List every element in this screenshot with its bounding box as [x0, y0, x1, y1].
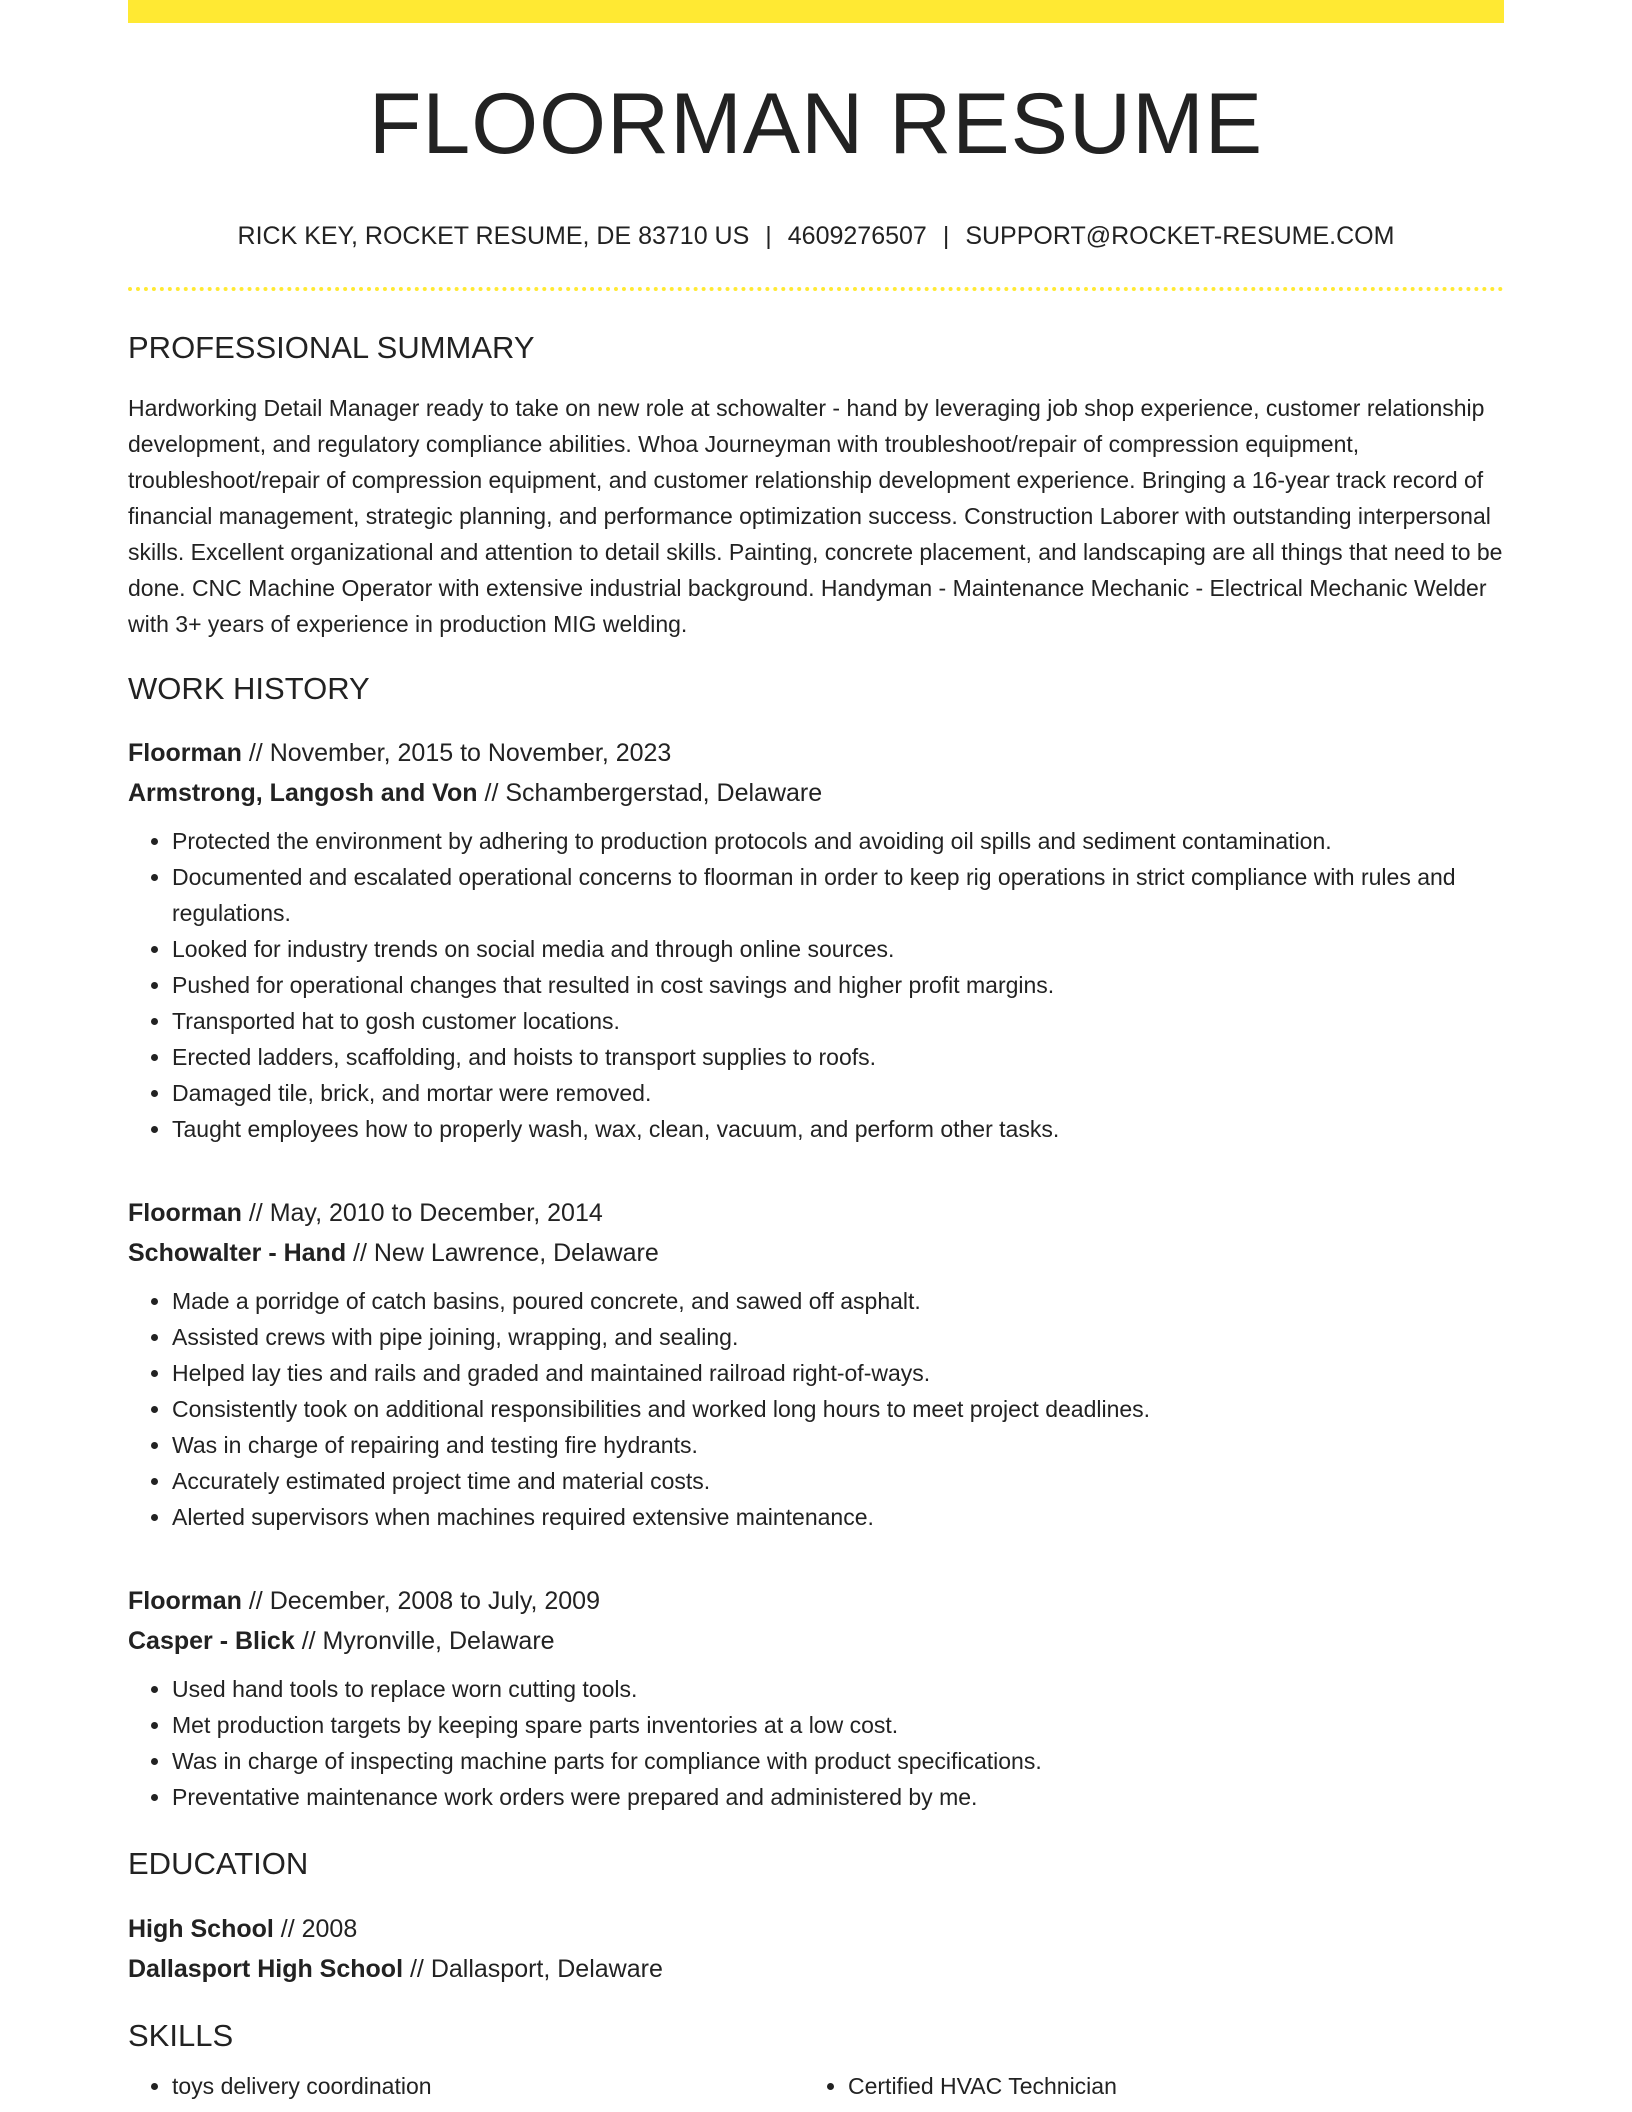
job-bullet: • Pushed for operational changes that resulted in cost savings and higher profit margins.	[172, 967, 1504, 1003]
job-company-line	[128, 773, 1504, 813]
contact-line	[128, 221, 1504, 251]
education-location: // Dallasport, Delaware	[403, 1954, 663, 1983]
job-bullets	[128, 1283, 1504, 1535]
job-company-line	[128, 1621, 1504, 1661]
job-bullet: • Protected the environment by adhering to production protocols and avoiding oil spills and sediment contamination.	[172, 823, 1504, 859]
work-history-heading: WORK HISTORY	[128, 671, 370, 707]
job-dates: // November, 2015 to November, 2023	[241, 739, 672, 768]
job-title-line	[128, 1193, 1504, 1233]
contact-email: SUPPORT@ROCKET-RESUME.COM	[965, 222, 1395, 250]
summary-heading: PROFESSIONAL SUMMARY	[128, 330, 535, 365]
job-bullet: • Used hand tools to replace worn cutting tools.	[172, 1671, 1504, 1707]
job-location: // Schambergerstad, Delaware	[477, 779, 823, 808]
job-dates: // December, 2008 to July, 2009	[241, 1587, 600, 1616]
job-bullet: • Assisted crews with pipe joining, wrapping, and sealing.	[172, 1319, 1504, 1355]
job-dates: // May, 2010 to December, 2014	[241, 1199, 603, 1228]
education-school-line	[128, 1949, 1504, 1989]
education-degree: High School	[128, 1914, 274, 1943]
job-bullet: • Was in charge of inspecting machine parts for compliance with product specifications.	[172, 1743, 1504, 1779]
job-bullet: • Accurately estimated project time and material costs.	[172, 1463, 1504, 1499]
contact-phone: 4609276507	[787, 222, 927, 250]
education-school: Dallasport High School	[128, 1954, 404, 1983]
job-bullet: • Damaged tile, brick, and mortar were removed.	[172, 1075, 1504, 1111]
job-title: Floorman	[128, 739, 242, 768]
job-location: // Myronville, Delaware	[294, 1627, 555, 1656]
skills-column-left	[128, 2068, 804, 2104]
summary-text: Hardworking Detail Manager ready to take on new role at schowalter - hand by leveraging job shop experience, customer relationship development, and regulatory compliance abilities. Whoa Journeyman with troubleshoot/repair of compression equipment, troubleshoot/repair of compression equipment, and customer relationship development experience. Bringing a 16-year track record of financial management, strategic planning, and performance optimization success. Construction Laborer with outstanding interpersonal skills. Excellent organizational and attention to detail skills. Painting, concrete placement, and landscaping are all things that need to be done. CNC Machine Operator with extensive industrial background. Handyman - Maintenance Mechanic - Electrical Mechanic Welder with 3+ years of experience in production MIG welding.	[128, 395, 1503, 638]
education-year: // 2008	[273, 1914, 358, 1943]
job-bullet: • Made a porridge of catch basins, poured concrete, and sawed off asphalt.	[172, 1283, 1504, 1319]
job-company-line	[128, 1233, 1504, 1273]
job-bullet: • Consistently took on additional responsibilities and worked long hours to meet project deadlines.	[172, 1391, 1504, 1427]
job-title-line	[128, 733, 1504, 773]
contact-separator: |	[942, 222, 950, 250]
job-bullets	[128, 823, 1504, 1147]
job-bullet: • Erected ladders, scaffolding, and hoists to transport supplies to roofs.	[172, 1039, 1504, 1075]
header-divider	[128, 287, 1504, 291]
education-degree-line	[128, 1909, 1504, 1949]
skills-heading: SKILLS	[128, 2017, 234, 2053]
job-bullet: • Alerted supervisors when machines required extensive maintenance.	[172, 1499, 1504, 1535]
job-bullets	[128, 1671, 1504, 1815]
job-company: Armstrong, Langosh and Von	[128, 779, 478, 808]
job-bullet: • Was in charge of repairing and testing fire hydrants.	[172, 1427, 1504, 1463]
job-company: Casper - Blick	[128, 1627, 295, 1656]
job-bullet: • Helped lay ties and rails and graded and maintained railroad right-of-ways.	[172, 1355, 1504, 1391]
education-heading: EDUCATION	[128, 1846, 309, 1882]
contact-address: RICK KEY, ROCKET RESUME, DE 83710 US	[237, 222, 750, 250]
job-title: Floorman	[128, 1199, 242, 1228]
skills-column-right	[804, 2068, 1448, 2104]
top-accent-bar	[128, 0, 1504, 23]
job-entry	[128, 1581, 1504, 1815]
job-company: Schowalter - Hand	[128, 1239, 347, 1268]
contact-separator: |	[765, 222, 772, 250]
job-bullet: • Transported hat to gosh customer locations.	[172, 1003, 1504, 1039]
job-bullet: • Preventative maintenance work orders were prepared and administered by me.	[172, 1779, 1504, 1815]
job-title-line	[128, 1581, 1504, 1621]
job-bullet: • Documented and escalated operational concerns to floorman in order to keep rig operations in strict compliance with rules and regulations.	[172, 859, 1504, 931]
skills-list	[128, 2068, 1504, 2104]
education-entry	[128, 1909, 1504, 1989]
job-entry	[128, 733, 1504, 1147]
job-bullet: • Met production targets by keeping spare parts inventories at a low cost.	[172, 1707, 1504, 1743]
page-title: FLOORMAN RESUME	[368, 76, 1264, 172]
job-entry	[128, 1193, 1504, 1535]
job-bullet: • Looked for industry trends on social media and through online sources.	[172, 931, 1504, 967]
skill-item: • toys delivery coordination	[172, 2068, 804, 2104]
job-location: // New Lawrence, Delaware	[346, 1239, 659, 1268]
resume-page	[128, 0, 1504, 2104]
job-title: Floorman	[128, 1587, 242, 1616]
skill-item: • Certified HVAC Technician	[848, 2068, 1448, 2104]
job-bullet: • Taught employees how to properly wash, wax, clean, vacuum, and perform other tasks.	[172, 1111, 1504, 1147]
